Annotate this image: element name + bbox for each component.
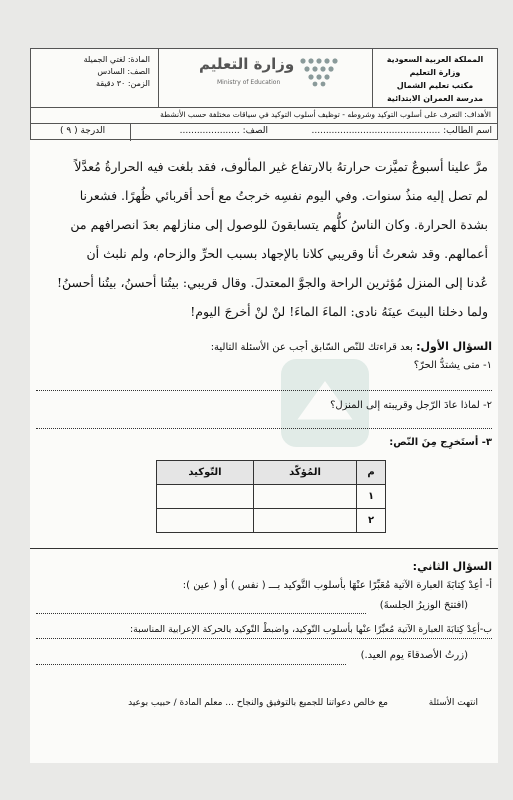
passage-line: عُدنا إلى المنزل مُؤثرين الراحة والجوَّ المعتدلَ. وقال قريبي: بيتُنا أحسنُ، بيتُنا أحسنُ! [57,275,488,290]
question-2-part-b: ب-أعِدْ كِتابَةَ العبارة الآتية مُعبِّرًا عنْها بأسلوب التّوكيد، واضبطْ التّوكيد بالحركة الإعرابية المناسبة: [130,624,492,635]
question-1-item-2: ٢- لماذا عادَ الرّجل وقريبته إلى المنزل؟ [330,400,492,411]
question-1-instruction: بعد قراءتك للنّص السّابق أجب عن الأسئلة التالية: [210,342,413,353]
logo-arabic-text: وزارة التعليم [199,55,295,73]
time-line: الزمن: ٣٠ دقيقة [96,79,150,88]
table-row [157,485,386,509]
subject-info [31,49,159,107]
reading-passage [38,152,488,326]
logo-english-text: Ministry of Education [217,79,281,86]
passage-line: مرَّ علينا أسبوعٌ تميَّزت حرارتهُ بالارتفاع غير المألوف، فقد بلغت فيه الحرارةُ مُعدَّلاً [74,159,488,174]
answer-line-1[interactable] [36,390,492,391]
question-2-a-sentence: (افتتحَ الوزيرُ الجلسةَ) [379,600,468,611]
question-2-part-a: أ- أعِدْ كِتابَةَ العبارة الآتية مُعَبِّرًا عنْهَا بأسلوب التَّوكيد بـــ ( نفس ) أو ( عين ): [182,580,492,591]
worksheet-page [30,48,498,763]
footer-end-text: انتهت الأسئلة [428,698,478,708]
row-number: ١ [357,485,386,509]
question-2-heading [413,560,492,573]
office-line: مكتب تعليم الشمال [396,81,474,90]
row-number: ٢ [357,509,386,533]
answer-cell[interactable] [254,509,357,533]
question-1-heading [211,340,492,353]
answer-line-4[interactable] [36,638,492,639]
question-1-item-1: ١- متى يشتدُّ الحرّ؟ [413,360,492,371]
passage-line: بشدة الحرارة. وكان الناسُ كلُّهم يتسابقونَ للوصول إلى منازلهم بعدَ انصرافهم من [70,217,488,232]
ministry-info [372,49,497,107]
country-line: المملكة العربية السعودية [386,55,484,64]
question-1-title: السؤال الأول: [416,340,492,353]
table-row [157,509,386,533]
answer-cell[interactable] [157,509,254,533]
section-divider [30,548,498,549]
school-line: مدرسة العمران الابتدائية [386,94,484,103]
passage-line: ولما دخلنا البيتَ عينَهُ نادى: الماءَ الماءَ! لنْ لنْ أخرجَ اليوم! [190,304,488,319]
col-header-emphasized: المُؤكّد [254,461,357,485]
logo-dots-icon [297,55,341,87]
extraction-table [156,460,386,533]
answer-cell[interactable] [254,485,357,509]
ministry-line: وزارة التعليم [409,68,461,77]
col-header-emphasis: التّوكيد [157,461,254,485]
passage-line: أعمالهم. وقد شعرتُ أنا وقريبي كلانا بالإجهاد بسبب الحرِّ والزحام، ولم نلبث أن [86,246,488,261]
question-2-title: السؤال الثاني: [412,560,492,573]
subject-line: المادة: لغتي الجميلة [83,55,150,64]
ministry-logo [191,55,341,95]
class-field[interactable]: الصف: ..................... [179,126,268,136]
col-header-number: م [357,461,386,485]
grade-level-line: الصف: السادس [97,67,150,76]
student-info-row [30,123,498,141]
goals-text: الأهداف: التعرف على أسلوب التوكيد وشروطه - توظيف أسلوب التوكيد في سياقات مختلفة حسب الأنشطة [160,110,491,119]
answer-line-3[interactable] [36,613,366,614]
answer-line-2[interactable] [36,428,492,429]
grade-box: الدرجة ( ٩ ) [60,126,106,136]
question-2-b-sentence: (زرتُ الأصدقاءَ يوم العيد.) [360,650,468,661]
question-1-item-3: ٣- أستَخرِج مِنَ النّص: [389,437,492,448]
passage-line: لم تصل إليه منذُ سنوات. وفي اليوم نفسِه خرجتُ مع أحد أقربائي ظُهرًا. فشعرنا [79,188,488,203]
footer-wish-text: مع خالص دعواتنا للجميع بالتوفيق والنجاح ... معلم المادة / حبيب بوعيد [128,698,388,708]
student-name-field[interactable]: اسم الطالب: ............................................. [311,126,492,136]
answer-line-5[interactable] [36,664,346,665]
table-header-row [157,461,386,485]
answer-cell[interactable] [157,485,254,509]
header-box [30,48,498,108]
